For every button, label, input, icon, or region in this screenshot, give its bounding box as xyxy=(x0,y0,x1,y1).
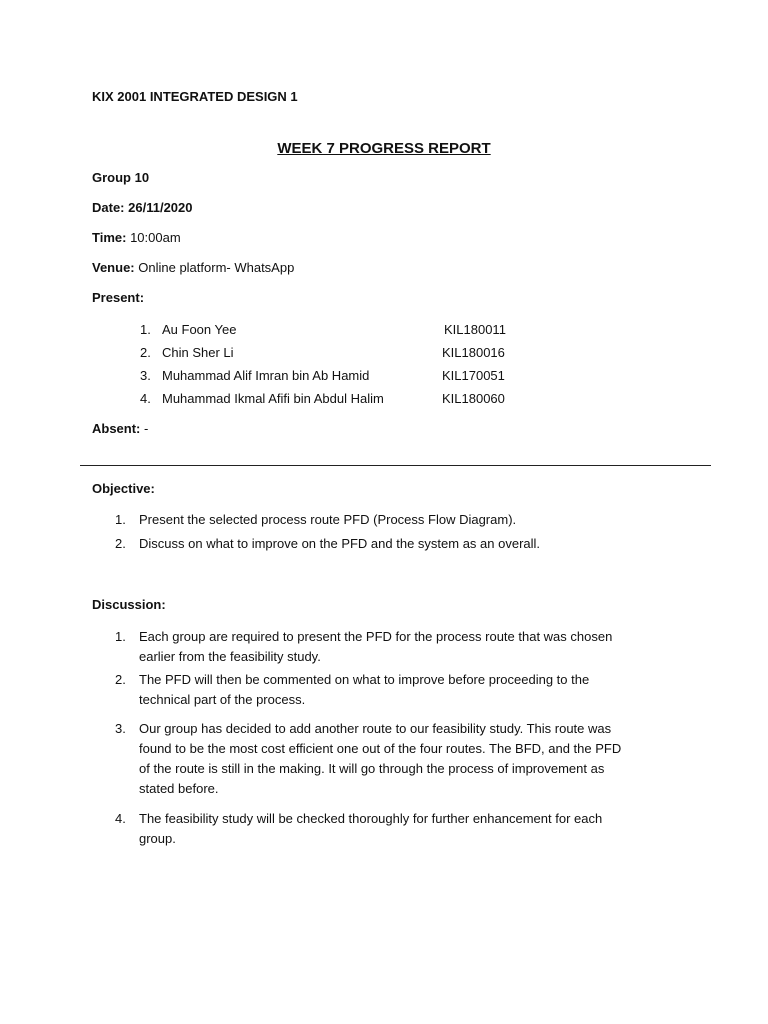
time-value: 10:00am xyxy=(130,230,181,245)
date-label: Date: xyxy=(92,200,125,215)
list-item xyxy=(140,345,560,363)
absent-value: - xyxy=(144,421,149,436)
member-name: Chin Sher Li xyxy=(162,345,234,360)
member-number: 4. xyxy=(140,391,151,406)
discussion-number: 1. xyxy=(115,629,126,644)
objective-text: Discuss on what to improve on the PFD and the system as an overall. xyxy=(139,536,541,551)
discussion-heading: Discussion: xyxy=(92,597,166,612)
objective-heading: Objective: xyxy=(92,481,155,496)
discussion-text: The PFD will then be commented on what to improve before proceeding to the technical part of the process. xyxy=(139,672,590,707)
objective-number: 2. xyxy=(115,536,126,551)
report-title-text: WEEK 7 PROGRESS REPORT xyxy=(277,140,491,157)
member-number: 2. xyxy=(140,345,151,360)
discussion-text: The feasibility study will be checked thoroughly for further enhancement for each group. xyxy=(139,811,603,846)
objective-number: 1. xyxy=(115,512,126,527)
course-code: KIX 2001 INTEGRATED DESIGN 1 xyxy=(92,89,298,104)
member-id: KIL170051 xyxy=(442,368,505,383)
present-label: Present: xyxy=(92,290,145,305)
member-name: Au Foon Yee xyxy=(162,322,237,337)
discussion-text: Each group are required to present the PFD for the process route that was chosen earlier from the feasibility study. xyxy=(139,629,613,664)
venue-line xyxy=(92,260,294,275)
report-title xyxy=(0,140,768,157)
objective-text: Present the selected process route PFD (Process Flow Diagram). xyxy=(139,512,517,527)
venue-label: Venue: xyxy=(92,260,135,275)
time-line xyxy=(92,230,181,245)
member-id: KIL180011 xyxy=(444,322,506,337)
date-line xyxy=(92,200,193,215)
list-item xyxy=(140,368,560,386)
list-item xyxy=(140,391,560,409)
member-number: 3. xyxy=(140,368,151,383)
time-label: Time: xyxy=(92,230,127,245)
venue-value: Online platform- WhatsApp xyxy=(138,260,295,275)
section-divider xyxy=(80,465,711,466)
absent-line xyxy=(92,421,148,436)
list-item xyxy=(140,322,560,340)
discussion-text: Our group has decided to add another route to our feasibility study. This route was found to be the most cost efficient one out of the four routes. The BFD, and the PFD of the route is still in the making. It will go through the process of improvement as stated before. xyxy=(139,721,622,796)
group-line: Group 10 xyxy=(92,170,150,185)
date-value: 26/11/2020 xyxy=(128,200,193,215)
member-name: Muhammad Ikmal Afifi bin Abdul Halim xyxy=(162,391,384,406)
member-id: KIL180016 xyxy=(442,345,505,360)
member-id: KIL180060 xyxy=(442,391,505,406)
absent-label: Absent: xyxy=(92,421,141,436)
member-name: Muhammad Alif Imran bin Ab Hamid xyxy=(162,368,370,383)
discussion-number: 2. xyxy=(115,672,126,687)
discussion-number: 3. xyxy=(115,721,126,736)
member-number: 1. xyxy=(140,322,151,337)
discussion-number: 4. xyxy=(115,811,126,826)
